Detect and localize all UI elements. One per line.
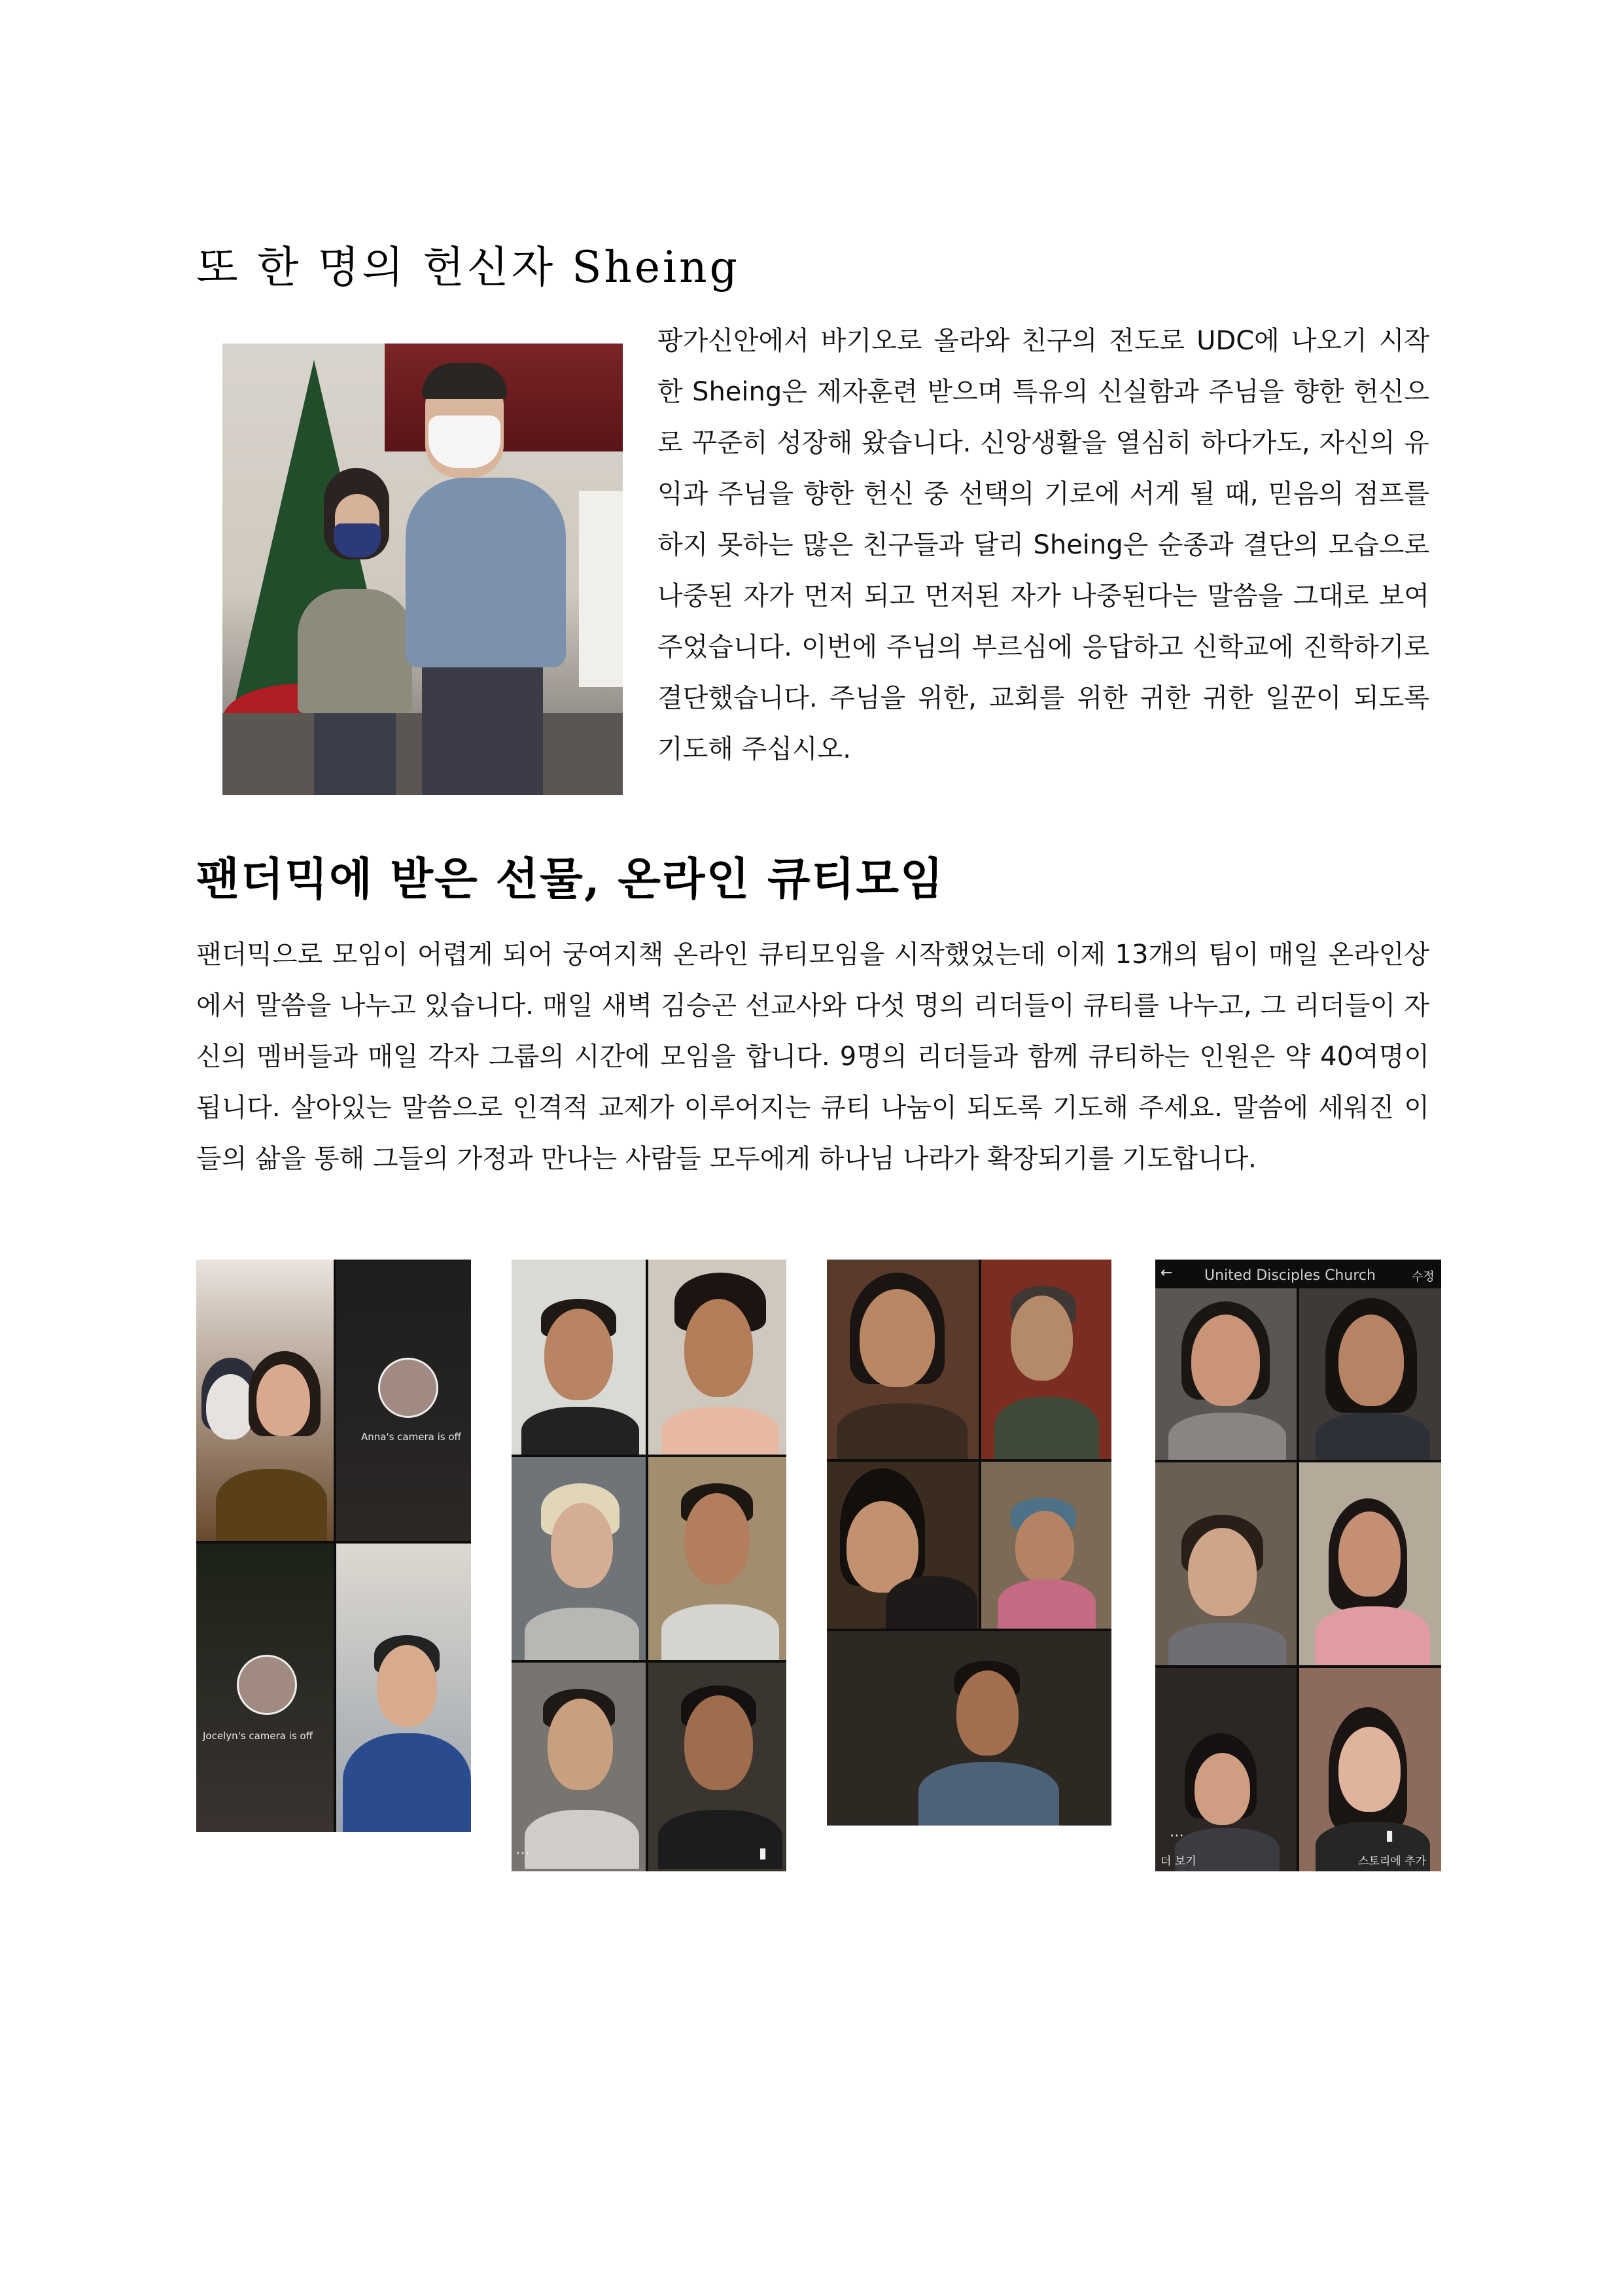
video-tile <box>1299 1668 1441 1871</box>
video-tile <box>648 1457 786 1660</box>
woman-mask <box>334 523 381 557</box>
more-button-label[interactable]: 더 보기 <box>1161 1855 1196 1868</box>
add-story-label[interactable]: 스토리에 추가 <box>1358 1855 1426 1868</box>
video-tile <box>196 1260 334 1541</box>
online-qt-paragraph: 팬더믹으로 모임이 어렵게 되어 궁여지책 온라인 큐티모임을 시작했었는데 이제 13개의 팀이 매일 온라인상에서 말씀을 나누고 있습니다. 매일 새벽 김승곤 선교사와 다섯 명의 리더들이 큐티를 나누고, 그 리더들이 자신의 멤버들과 매일 각자 그룹의 시간에 모임을 합니다. 9명의 리더들과 함께 큐티하는 인원은 약 40여명이 됩니다. 살아있는 말씀으로 인격적 교제가 이루어지는 큐티 나눔이 되도록 기도해 주세요. 말씀에 세워진 이들의 삶을 통해 그들의 가정과 만나는 사람들 모두에게 하나님 나라가 확장되기를 기도합니다. <box>196 940 1429 1174</box>
camera-off-label: Jocelyn's camera is off <box>203 1730 313 1742</box>
add-story-icon[interactable]: ▮ <box>1386 1828 1394 1844</box>
video-tile <box>827 1462 979 1629</box>
section-title-sheing: 또 한 명의 헌신자 Sheing <box>196 242 740 292</box>
video-tile <box>1299 1462 1441 1665</box>
avatar <box>378 1358 438 1418</box>
more-options-icon[interactable]: ⋯ <box>1170 1828 1184 1844</box>
avatar <box>237 1655 297 1715</box>
video-tile <box>336 1260 471 1541</box>
video-call-screenshot-3 <box>827 1260 1111 1826</box>
video-tile <box>1155 1288 1297 1460</box>
video-tile <box>981 1462 1111 1629</box>
section-title-online-qt: 팬더믹에 받은 선물, 온라인 큐티모임 <box>196 853 945 906</box>
video-tile <box>512 1663 646 1871</box>
video-tile <box>336 1544 471 1832</box>
sheing-paragraph: 팡가신안에서 바기오로 올라와 친구의 전도로 UDC에 나오기 시작한 Sheing은 제자훈련 받으며 특유의 신실함과 주님을 향한 헌신으로 꾸준히 성장해 왔습니다. 신앙생활을 열심히 하다가도, 자신의 유익과 주님을 향한 헌신 중 선택의 기로에 서게 될 때, 믿음의 점프를 하지 못하는 많은 친구들과 달리 Sheing은 순종과 결단의 모습으로 나중된 자가 먼저 되고 먼저된 자가 나중된다는 말씀을 그대로 보여주었습니다. 이번에 주님의 부르심에 응답하고 신학교에 진학하기로 결단했습니다. 주님을 위한, 교회를 위한 귀한 귀한 일꾼이 되도록 기도해 주십시오. <box>657 326 1429 764</box>
video-tile <box>648 1260 786 1455</box>
video-tile <box>1155 1462 1297 1665</box>
camera-off-label: Anna's camera is off <box>361 1431 461 1443</box>
edit-button[interactable]: 수정 <box>1412 1270 1435 1284</box>
video-tile <box>827 1260 979 1459</box>
video-tile <box>827 1631 1111 1826</box>
video-tile <box>512 1457 646 1660</box>
more-options-icon[interactable]: ⋯ <box>515 1845 530 1862</box>
back-arrow-icon[interactable]: ← <box>1161 1265 1173 1281</box>
video-tile <box>512 1260 646 1455</box>
wall-banner <box>579 491 623 687</box>
video-tile <box>196 1544 334 1832</box>
sheing-photo <box>222 344 623 795</box>
video-tile <box>648 1663 786 1871</box>
chat-title: United Disciples Church <box>1204 1267 1376 1284</box>
video-call-screenshot-1 <box>196 1260 471 1832</box>
video-call-screenshot-2 <box>512 1260 786 1871</box>
man-mask <box>428 415 500 468</box>
view-toggle-icon[interactable]: ▮ <box>759 1845 767 1862</box>
video-call-screenshot-4 <box>1155 1260 1441 1871</box>
video-tile <box>981 1260 1111 1459</box>
video-tile <box>1299 1288 1441 1460</box>
